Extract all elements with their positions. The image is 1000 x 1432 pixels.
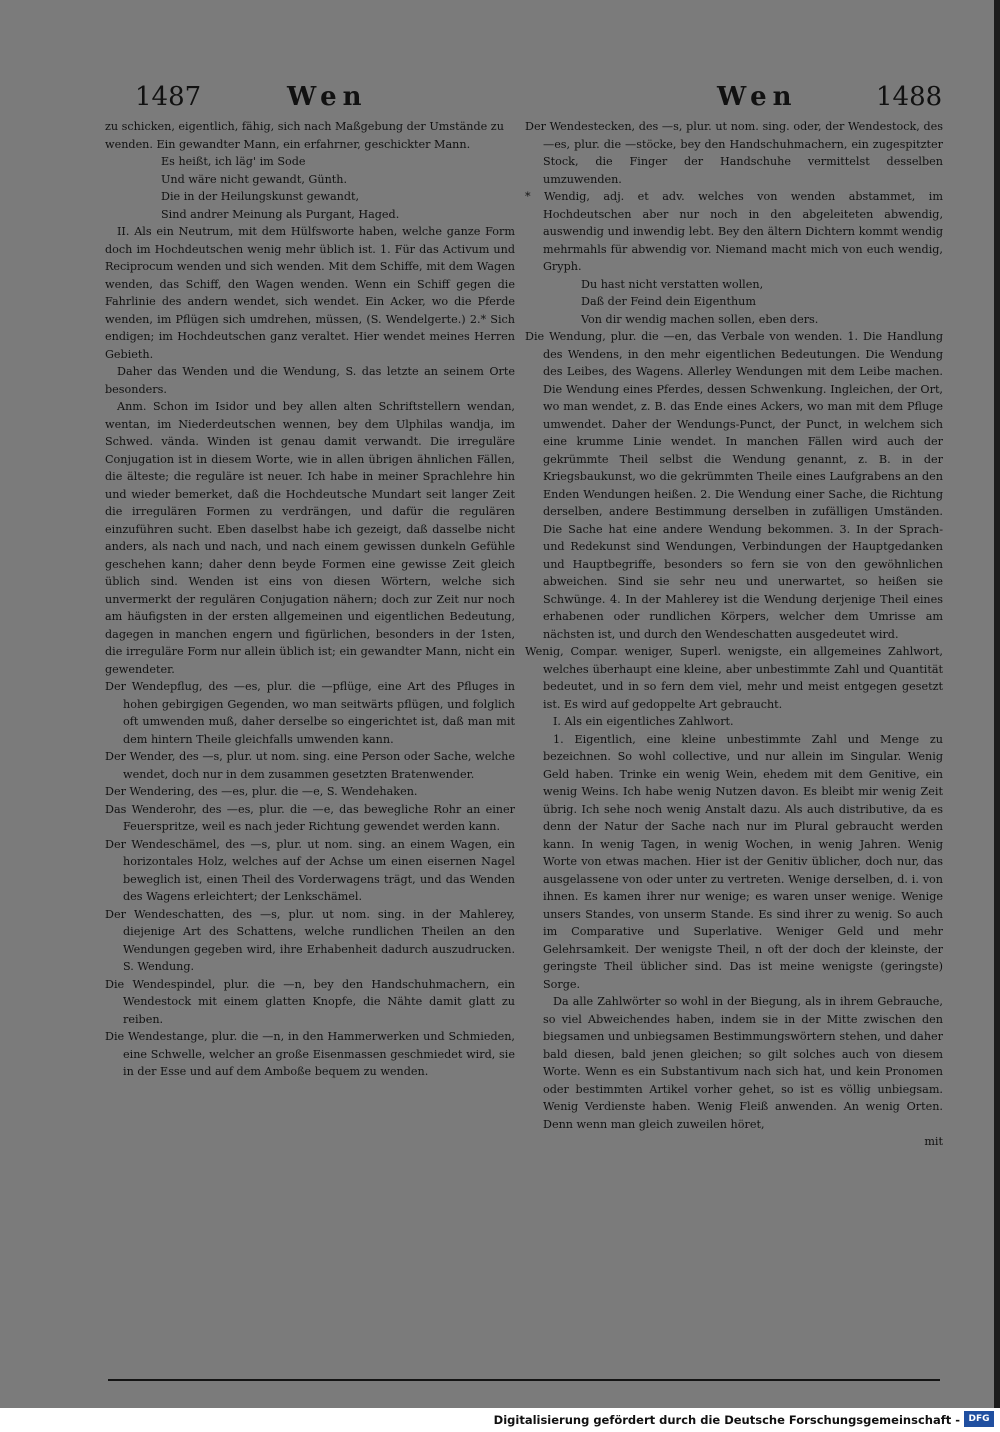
dictionary-entry: Der Wendering, des —es, plur. die —e, S. Wendehaken.: [105, 785, 418, 798]
running-title-left: Wen: [287, 82, 368, 112]
dictionary-entry: Der Wendeschämel, des —s, plur. ut nom. sing. an einem Wagen, ein horizontales Holz, welches auf der Achse um einen eisernen Nagel beweglich ist, einen Theil des Vorderwagens trägt, und das Wenden des Wagens erleichtert; der Lenkschämel.: [105, 837, 515, 903]
verse-line: Die in der Heilungskunst gewandt,: [161, 190, 360, 203]
right-column: [525, 118, 943, 1151]
dictionary-entry: Die Wendestange, plur. die —n, in den Hammerwerken und Schmieden, eine Schwelle, welcher an große Eisenmassen geschmiedet wird, sie in der Esse und auf dem Amboße bequem zu wenden.: [105, 1030, 515, 1078]
verse-line: Von dir wendig machen sollen, eben ders.: [581, 312, 819, 326]
verse-line: Daß der Feind dein Eigenthum: [581, 295, 756, 308]
paragraph: Da alle Zahlwörter so wohl in der Biegung, als in ihrem Gebrauche, so viel Abweichendes haben, indem sie in der Mitte zwischen den biegsamen und unbiegsamen Bestimmungswörtern stehen, und daher bald diesen, bald jenen gleichen; so gilt solches auch von diesem Worte. Wenn es ein Substantivum nach sich hat, und kein Pronomen oder bestimmten Artikel vorher gehet, so ist es völlig unbiegsam. Wenig Verdienste haben. Wenig Fleiß anwenden. An wenig Orten. Denn wenn man gleich zuweilen höret,: [543, 995, 943, 1131]
paragraph: II. Als ein Neutrum, mit dem Hülfsworte haben, welche ganze Form doch im Hochdeutschen wenig mehr üblich ist. 1. Für das Activum und Reciprocum wenden und sich wenden. Mit dem Schiffe, mit dem Wagen wenden, das Schiff, den Wagen wenden. Wenn ein Schiff gegen die Fahrlinie des andern wendet, sich wendet. Ein Acker, wo die Pferde wenden, im Pflügen sich umdrehen, müssen, (S. Wendelgerte.) 2.* Sich endigen; im Hochdeutschen ganz veraltet. Hier wendet meines Herren Gebieth.: [105, 225, 515, 361]
bottom-rule: [108, 1379, 940, 1381]
page-edge-shadow: [994, 0, 1000, 1408]
dictionary-entry: Das Wenderohr, des —es, plur. die —e, das bewegliche Rohr an einer Feuerspritze, weil es nach jeder Richtung gewendet werden kann.: [105, 802, 515, 833]
dictionary-entry: Die Wendespindel, plur. die —n, bey den Handschuhmachern, ein Wendestock mit einem glatten Knopfe, die Nähte damit glatt zu reiben.: [105, 977, 515, 1026]
verse-line: Und wäre nicht gewandt, Günth.: [161, 172, 348, 186]
paragraph: zu schicken, eigentlich, fähig, sich nach Maßgebung der Umstände zu wenden. Ein gewandter Mann, ein erfahrner, geschickter Mann.: [105, 120, 504, 151]
dictionary-entry: Der Wender, des —s, plur. ut nom. sing. eine Person oder Sache, welche wendet, doch nur in dem zusammen gesetzten Bratenwender.: [105, 750, 515, 781]
left-column: [105, 118, 515, 1081]
page-number-right: 1488: [876, 82, 943, 112]
dictionary-entry: Die Wendung, plur. die —en, das Verbale von wenden. 1. Die Handlung des Wendens, in den mehr eigentlichen Bedeutungen. Die Wendung des Leibes, des Wagens. Allerley Wendungen mit dem Leibe machen. Die Wendung eines Pferdes, dessen Schwenkung. Ingleichen, der Ort, wo man wendet, z. B. das Ende eines Ackers, wo man mit dem Pfluge umwendet. Daher der Wendungs-Punct, der Punct, in welchem sich eine krumme Linie wendet. In manchen Fällen wird auch der gekrümmte Theil selbst die Wendung genannt, z. B. in der Kriegsbaukunst, wo die gekrümmten Theile eines Laufgrabens an den Enden Wendungen heißen. 2. Die Wendung einer Sache, die Richtung derselben, andere Bestimmung derselben in zufälligen Umständen. Die Sache hat eine andere Wendung bekommen. 3. In der Sprach- und Redekunst sind Wendungen, Verbindungen der Hauptgedanken und Hauptbegriffe, besonders so fern sie von den gewöhnlichen abweichen. Sind sie sehr neu und unerwartet, so heißen sie Schwünge. 4. In der Mahlerey ist die Wendung derjenige Theil eines erhabenen oder rundlichen Körpers, welcher dem Umrisse am nächsten ist, und durch den Wendeschatten ausgedeutet wird.: [525, 330, 943, 641]
verse-line: Sind andrer Meinung als Purgant, Haged.: [161, 207, 400, 221]
running-title-right: Wen: [717, 82, 798, 112]
catchword: mit: [924, 1135, 943, 1148]
dictionary-entry: Der Wendeschatten, des —s, plur. ut nom. sing. in der Mahlerey, diejenige Art des Schattens, welche rundlichen Theilen an den Wendungen gegeben wird, ihre Erhabenheit dadurch auszudrucken. S. Wendung.: [105, 907, 515, 973]
paragraph: 1. Eigentlich, eine kleine unbestimmte Zahl und Menge zu bezeichnen. So wohl collective, und nur allein im Singular. Wenig Geld haben. Trinke ein wenig Wein, ehedem mit dem Genitive, ein wenig Weins. Ich habe wenig Nutzen davon. Es bleibt mir wenig Zeit übrig. Ich sehe noch wenig Anstalt dazu. Als auch distributive, da es denn der Natur der Sache nach nur im Plural gebraucht werden kann. In wenig Tagen, in wenig Wochen, in wenig Jahren. Wenig Worte von etwas machen. Hier ist der Genitiv üblicher, doch nur, das ausgelassene von oder unter zu vertreten. Wenige derselben, d. i. von ihnen. Es kamen ihrer nur wenige; es waren unser wenige. Wenige unsers Standes, von unserm Stande. Es sind ihrer zu wenig. So auch im Comparative und Superlative. Weniger Geld und mehr Gelehrsamkeit. Der wenigste Theil, n oft der doch der kleinste, der geringste Theil üblicher sind. Das ist meine wenigste (geringste) Sorge.: [543, 732, 943, 991]
dictionary-entry: Der Wendepflug, des —es, plur. die —pflüge, eine Art des Pfluges in hohen gebirgigen Gegenden, wo man seitwärts pflügen, und folglich oft umwenden muß, daher derselbe so eingerichtet ist, daß man mit dem hintern Theile gleichfalls umwenden kann.: [105, 680, 515, 746]
dfg-logo: DFG: [964, 1411, 994, 1427]
verse-line: Du hast nicht verstatten wollen,: [581, 277, 764, 291]
paragraph: Daher das Wenden und die Wendung, S. das letzte an seinem Orte besonders.: [105, 365, 515, 396]
verse-line: Es heißt, ich läg' im Sode: [161, 155, 306, 168]
dictionary-entry: Der Wendestecken, des —s, plur. ut nom. sing. oder, der Wendestock, des —es, plur. die —stöcke, bey den Handschuhmachern, ein zugespitzter Stock, die Finger der Handschuhe vermittelst desselben umzuwenden.: [525, 120, 943, 186]
section-heading: I. Als ein eigentliches Zahlwort.: [553, 715, 734, 728]
dictionary-entry: Wenig, Compar. weniger, Superl. wenigste, ein allgemeines Zahlwort, welches überhaupt eine kleine, aber unbestimmte Zahl und Quantität bedeutet, und in so fern dem viel, mehr und meist entgegen gesetzt ist. Es wird auf gedoppelte Art gebraucht.: [525, 645, 943, 711]
dictionary-entry: * Wendig, adj. et adv. welches von wenden abstammet, im Hochdeutschen aber nur noch in den abgeleiteten abwendig, auswendig und inwendig lebt. Bey den ältern Dichtern kommt wendig mehrmahls für abwendig vor. Niemand macht mich von euch wendig, Gryph.: [525, 190, 943, 273]
page-number-left: 1487: [135, 82, 202, 112]
funding-notice: Digitalisierung gefördert durch die Deutsche Forschungsgemeinschaft -: [493, 1413, 960, 1427]
annotation-paragraph: Anm. Schon im Isidor und bey allen alten Schriftstellern wendan, wentan, im Niederdeutschen wennen, bey dem Ulphilas wandja, im Schwed. vända. Winden ist genau damit verwandt. Die irreguläre Conjugation ist in diesem Worte, wie in allen übrigen ähnlichen Fällen, die älteste; die reguläre ist neuer. Ich habe in meiner Sprachlehre hin und wieder bemerket, daß die Hochdeutsche Mundart seit langer Zeit die irregulären Formen zu verdrängen, und dafür die regulären einzuführen sucht. Eben daselbst habe ich gezeigt, daß dasselbe nicht anders, als nach und nach, und nach einem gewissen dunkeln Gefühle geschehen kann; daher denn beyde Formen eine gewisse Zeit gleich üblich sind. Wenden ist eins von diesen Wörtern, welche sich unvermerkt der regulären Conjugation nähern; doch zur Zeit nur noch am häufigsten in der ersten allgemeinen und eigentlichen Bedeutung, dagegen in manchen engern und figürlichen, besonders in der 1sten, die irreguläre Form nur allein üblich ist; ein gewandter Mann, nicht ein gewendeter.: [105, 400, 515, 676]
